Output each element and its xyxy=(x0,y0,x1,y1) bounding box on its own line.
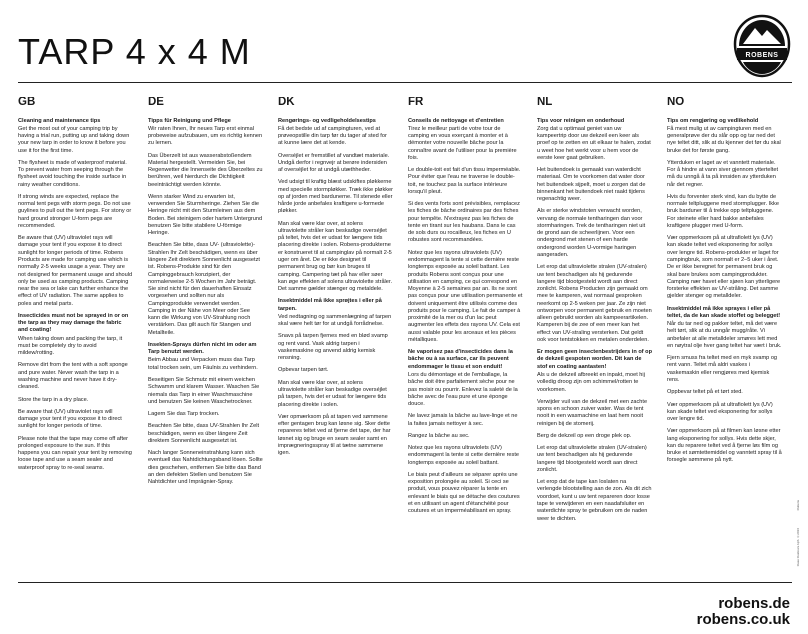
paragraph: Let erop dat ultraviolette stralen (UV-stralen) uw tent beschadigen als hij gedurende langere tijd blootgesteld wordt aan direct zonlicht. Robens Producten zijn gemaakt om mee te kamperen, wat normaal gesproken neerkomt op 2-5 weken per jaar. Ze zijn niet ontworpen voor permanent gebruik en moeten alleen gebruikt worden als kampeerartikelen. Kamperen bij de zee of een meer kan het effect van UV-straling versterken. Dat geldt ook voor tentstokken en metalen onderdelen. xyxy=(537,264,652,343)
paragraph: Ved udsigt til kraftig blæst udskiftes pløkkerne med specielle stormpløkker. Træk ikke pløkker op af jorden med bardunerne. Til stenede eller hårde jorde anbefales kraftigere u-formede pløkker. xyxy=(278,179,393,215)
paragraph: Be aware that (UV) ultraviolet rays will damage your tent if you expose it to direct sunlight for longer periods of time. xyxy=(18,408,122,430)
column-dk xyxy=(278,97,393,577)
paragraph: Overséjlet er fremstillet af vandtæt materiale. Undgå derfor i regnvejr at berøre indersiden af overséjlet for at undgå utæthheder. xyxy=(278,152,390,174)
footer-rule xyxy=(18,582,792,583)
section-heading: Tipps für Reinigung und Pflege xyxy=(148,117,231,124)
section-heading: Rengørings- og vedligeholdelsestips xyxy=(278,117,376,124)
paragraph: Wir raten Ihnen, Ihr neues Tarp erst einmal probeweise aufzubauen, um es richtig kennen zu lernen. xyxy=(148,125,263,147)
paragraph: Ytterduken er laget av et vanntett materiale. For å hindre at vann siver gjennom ytterteltet må du unngå å ta på innsiden av ytterduken når det regner. xyxy=(667,159,778,188)
paragraph: When taking down and packing the tarp, it must be completely dry to avoid mildew/rotting. xyxy=(18,335,123,357)
paragraph: Tirez le meilleur parti de votre tour de camping en vous exerçant à monter et à démonter votre nouvelle bâche pour la connaître avant de l'utiliser pour la première fois. xyxy=(408,125,517,161)
paragraph: Wenn starker Wind zu erwarten ist, verwenden Sie Sturmheringe. Ziehen Sie die Heringe nicht mit den Sturmleinen aus dem Boden. Bei steinigem oder hartem Untergrund benutzen Sie bitte stabilere U-förmige Heringe. xyxy=(148,193,263,237)
logo-brand-text: ROBENS xyxy=(745,52,779,59)
paragraph: Oppbevar teltet på et tørt sted. xyxy=(667,389,743,396)
paragraph: Be aware that (UV) ultraviolet rays will damage your tent if you expose it to direct sunlight for longer periods of time. Robens Products are made for camping use which is normally 2-5 weeks usage a year. They are not designed for permanent usage and should only be used as camping products. Camping near the sea or lake can further enhance the effect of UV radiation. The same applies to poles and metal parts. xyxy=(18,235,133,307)
paragraph: Fjern smuss fra teltet med en myk svamp og rent vann. Teltet må aldri vaskes i vaskemaskin eller rengjøres med kjemisk rens. xyxy=(667,355,778,383)
paragraph: Lagern Sie das Tarp trocken. xyxy=(148,411,220,418)
paragraph: Let erop dat de tape kan loslaten na verlengde blootstelling aan de zon. Als dit zich voordoet, kunt u uw tent repareren door losse tape te verwijderen en een naadafsluiter en waterdichte spray te gebruiken om de naden weer te dichten. xyxy=(537,479,652,522)
paragraph: Das Überzelt ist aus wasserabstoßendem Material hergestellt. Vermeiden Sie, bei Regenwetter die Innenseite des Überzeltes zu berühren, weil hierdurch die Dichtigkeit beeinträchtigt werden könnte. xyxy=(148,152,263,188)
column-heading: DE xyxy=(148,97,164,108)
paragraph: Ne lavez jamais la bâche au lave-linge et ne la faites jamais nettoyer à sec. xyxy=(408,413,518,427)
paragraph: Store the tarp in a dry place. xyxy=(18,396,89,403)
paragraph: Please note that the tape may come off after prolonged exposure to the sun. If this happens you can repair your tent by removing loose tape and use a seam sealer and waterproof spray to re-seal seams. xyxy=(18,435,132,471)
paragraph: Berg de dekzeil op een droge plek op. xyxy=(537,432,632,439)
paragraph: Verwijder vuil van de dekzeil met een zachte spons en schoon zuiver water. Was de tent nooit in een wasmachine en laat hem nooit reinigen bij de stomerij. xyxy=(537,398,648,427)
section-heading: Conseils de nettoyage et d'entretien xyxy=(408,117,504,124)
paragraph: Beseitigen Sie Schmutz mit einem weichen Schwamm und klarem Wasser. Waschen Sie niemals das Tarp in einer Waschmaschine und benutzen Sie keinen Waschetrockner. xyxy=(148,377,260,405)
paragraph: Få mest mulig ut av campingturen med en generalprøve der du slår opp og tar ned det nye teltet ditt, slik at du kjenner det før du skal bruke det for første gang. xyxy=(667,125,781,154)
paragraph: Le double-toit est fait d'un tissu imperméable. Pour éviter que l'eau ne traverse le double-toit, ne touchez pas la surface intérieure lorsqu'il pleut. xyxy=(408,167,521,195)
paragraph: Si des vents forts sont prévisibles, remplacez les fiches de bâche ordinaires par des fiches pour tempête. N'extrayez pas les fiches de tente en tirant sur les haubans. Dans le cas de sols durs ou rocailleux, les fiches en U robustes sont recommandées. xyxy=(408,201,520,244)
paragraph: Notez que les rayons ultraviolets (UV) endommagent la tente si cette dernière reste longtemps exposée au soleil battant. Les produits Robens sont conçus pour une utilisation en camping, ce qui correspond en Moyenne à 2-5 semaines par an. Ils ne sont pas conçus pour une utilisation permanente et doivent uniquement être utilisés comme des produits pour le camping. Le fait de camper à proximité de la mer ou d'un lac peut augmenter les effets des rayons UV. Cela est aussi valable pour les arceaux et les pièces métalliques. xyxy=(408,249,523,343)
paragraph: Når du tar ned og pakker teltet, må det være helt tørt, slik at du unngår mugg/råte. Vi anbefaler at alle metalldeler smøres lett med en nøytral olje hver gang teltet har vært i bruk. xyxy=(667,321,782,349)
column-no xyxy=(667,97,782,577)
column-gb xyxy=(18,97,133,577)
paragraph: Vær oppmerksom på at ultrafiolett lys (UV) kan skade teltet ved eksponering for sollys over lengre tid. Robens-produkter er laget for campingbruk, som normalt er 2–5 uker i året. De er ikke beregnet for permanent bruk og skal bare brukes som campingprodukter. Camping nær havet eller sjøen kan ytterligere forsterke effekten av UV-stråling. Det samme gjelder stenger og metalldeler. xyxy=(667,235,781,300)
column-heading: NO xyxy=(667,97,685,108)
paragraph: Zorg dat u optimaal geniet van uw kampeertrip door uw dekzeil een keer als proef op te zetten en uit elkaar te halen, zodat u weet hoe het werkt voor u hem voor de eerste keer gaat gebruiken. xyxy=(537,125,651,161)
paragraph: Het buitendoek is gemaakt van waterdicht materiaal. Om te voorkomen dat water door het buitendoek sijpelt, moet u zorgen dat de binnenkant het buitendoek niet raakt tijdens regenachtig weer. xyxy=(537,167,646,203)
column-heading: DK xyxy=(278,97,295,108)
website-uk[interactable]: robens.co.uk xyxy=(696,611,790,628)
paragraph: Als er sterke windstoten verwacht worden, vervang de normale tentharingen dan voor stormharingen. Trek de tentharingen niet uit de grond aan de scheerlijnen. Voor een ondergrond met stenen of een harde ondergrond worden U-vormige haringen aangeraden. xyxy=(537,208,646,259)
paragraph: Nach langer Sonneneinstrahlung kann sich eventuell das Nahtdichtungsband lösen. Sollte dies geschehen, entfernen Sie bitte das Band an den defekten Stellen und benutzen Sie Nahtdichter und Imprägnier-Spray. xyxy=(148,450,263,486)
column-body xyxy=(278,118,393,458)
paragraph: Notez que les rayons ultraviolets (UV) endommagent la tente si cette dernière reste longtemps exposée au soleil battant. xyxy=(408,445,520,466)
section-heading: Insekten-Sprays dürfen nicht im oder am Tarp benutzt werden. xyxy=(148,341,257,356)
paragraph: Snavs på tarpen fjernes med en blød svamp og rent vand. Vask aldrig tarpen i vaskemaskine og anvend aldrig kemisk rensning. xyxy=(278,333,388,362)
paragraph: Get the most out of your camping trip by having a trial run, putting up and taking down your new tarp in order to know it before you use it for the first time. xyxy=(18,125,130,154)
paragraph: Beachten Sie bitte, dass UV-Strahlen Ihr Zelt beschädigen, wenn es über längere Zeit direktem Sonnenlicht ausgesetzt ist. xyxy=(148,423,260,444)
column-nl xyxy=(537,97,652,577)
section-heading: Insektmiddel må ikke sprayes i eller på teltet, da de kan skade stoffet og belegget! xyxy=(667,305,781,319)
paragraph: Le biais peut d'ailleurs se séparer après une exposition prolongée au soleil. Si ceci se produit, vous pouvez réparer la tente en enlevant le biais qui se détache des coutures et en utilisant un agent d'étanchéité pour coutures et un imperméabilisant en spray. xyxy=(408,471,520,515)
paragraph: Vær opmærksom på at tapen ved sømmene efter gentagen brug kan løsne sig. Sker dette repareres teltet ved at fjerne det tape, der har løsnet sig og bruge en seam sealer samt en imprægneringsspray til at tætne sømmene igen. xyxy=(278,413,391,457)
website-de[interactable]: robens.de xyxy=(718,595,790,612)
column-fr xyxy=(408,97,523,577)
paragraph: Let erop dat ultraviolette stralen (UV-stralen) uw tent beschadigen als hij gedurende langere tijd blootgesteld wordt aan direct zonlicht. xyxy=(537,445,647,473)
section-heading: Insecticides must not be sprayed in or on the tarp as they may damage the fabric and coating! xyxy=(18,312,129,334)
paragraph: Lors du démontage et de l'emballage, la bâche doit être parfaitement sèche pour ne pas moisir ou pourrir. Enlevez la saleté de la bâche avec de l'eau pure et une éponge douce. xyxy=(408,372,518,408)
column-de xyxy=(148,97,263,577)
section-heading: Tips om rengjøring og vedlikehold xyxy=(667,117,759,124)
paragraph: Beim Abbau und Verpacken muss das Tarp total trocken sein, um Fäulnis zu verhindern. xyxy=(148,357,258,371)
robens-logo xyxy=(733,14,791,78)
logo-icon xyxy=(733,14,791,78)
section-heading: Ne vaporisez pas d'insecticides dans la bâche ou à sa surface, car ils peuvent endommager le tissu et son enduit! xyxy=(408,349,513,370)
paragraph: The flysheet is made of waterproof material. To prevent water from seeping through the flysheet avoid touching the inside surface in rainy weather conditions. xyxy=(18,159,127,188)
column-heading: GB xyxy=(18,97,36,108)
header-rule xyxy=(18,82,792,83)
paragraph: Opbevar tarpen tørt. xyxy=(278,367,329,374)
paragraph: Ved nedtagning og sammenlægning af tarpen skal være helt tør for at undgå forrådnelse. xyxy=(278,313,392,328)
paragraph: Rangez la bâche au sec. xyxy=(408,432,470,439)
paragraph: Beachten Sie bitte, dass UV- (ultraviolette)- Strahlen Ihr Zelt beschädigen, wenn es über längere Zeit direktem Sonnenlicht ausgesetzt ist. Robens-Produkte sind für den Campinggebrauch konzipiert, der normalerweise 2-5 Wochen im Jahr beträgt. Sie sind nicht für den dauerhaften Einsatz vorgesehen und sollten nur als Campingprodukte verwendet werden. Camping in der Nähe von Meer oder See kann die Wirkung von UV-Strahlung noch verstärken. Das gilt auch für Stangen und Metallteile. xyxy=(148,242,260,336)
document-title: TARP 4 x 4 M xyxy=(18,31,251,72)
paragraph: Vær oppmerksom på at ultrafiolett lys (UV) kan skade teltet ved eksponering for sollys over lengre tid. xyxy=(667,401,773,423)
paragraph: Man skal være klar over, at solens ultraviolette stråler kan beskadige overséjlet på teltet, hvis det er udsat for længere tids placering direkte i solen. Robens-produkterne er konstrueret til at campinglav på normalt 2-5 uger om året. De er ikke designet til permanent brug og bør kun bruges til camping. Campering tæt på hav eller søer kan øge effekten af solens ultraviolette stråler. Det samme gælder stænger og metaldele. xyxy=(278,220,393,293)
paragraph: Man skal være klar over, at solens ultraviolette stråler kan beskadige overséjlet på tarpen, hvis det er udsat for længere tids placering direkte i solen. xyxy=(278,379,387,408)
column-heading: NL xyxy=(537,97,553,108)
section-heading: Er mogen geen insectenbestrijders in of op de dekzeil gespoten worden. Dit kan de stof en coating aantasten! xyxy=(537,349,652,370)
column-body xyxy=(148,118,263,487)
paragraph: Hvis du forventer sterk vind, kan du bytte de normale teltpluggene med stormplugger. Ikke bruk barduner til å trekke opp teltpluggene. For steinete eller hard bakke anbefales kraftigere plugger med U-form. xyxy=(667,193,779,229)
paragraph: Vær oppmerksom på at filmen kan løsne etter lang eksponering for sollys. Hvis dette skjer, kan du reparere teltet ved å fjerne løs film og bruke et sømtettemiddel og vanntett spray til å forsegle sømmene på nytt. xyxy=(667,428,782,464)
paragraph: Remove dirt from the tent with a soft sponge and pure water. Never wash the tarp in a washing machine and never have it dry-cleaned. xyxy=(18,362,128,391)
column-body xyxy=(408,118,523,516)
paragraph: Få det bedste ud af campingturen, ved at prøveopstille din tarp før du tager af sted for at kunne lære det at kende. xyxy=(278,125,387,147)
column-heading: FR xyxy=(408,97,424,108)
section-heading: Insektmiddel må ikke sprøjtes i eller på tarpen. xyxy=(278,298,382,312)
paragraph: Als u de dekzeil afbreekt en inpakt, moet hij volledig droog zijn om schimmel/rotten te voorkomen. xyxy=(537,372,645,393)
section-heading: Cleaning and maintenance tips xyxy=(18,117,101,124)
side-note-copyright: Oase Outdoors ApS ©2016 xyxy=(796,528,800,567)
section-heading: Tips voor reinigen en onderhoud xyxy=(537,117,625,124)
column-body xyxy=(667,118,782,465)
paragraph: If strong winds are expected, replace the normal tent pegs with storm pegs. Do not use guylines to pull out the tent pegs. For stony or hard ground stronger U-form pegs are recommended. xyxy=(18,193,132,229)
column-body xyxy=(537,118,652,523)
column-body xyxy=(18,118,133,472)
side-note-brand: Robens xyxy=(796,500,800,511)
